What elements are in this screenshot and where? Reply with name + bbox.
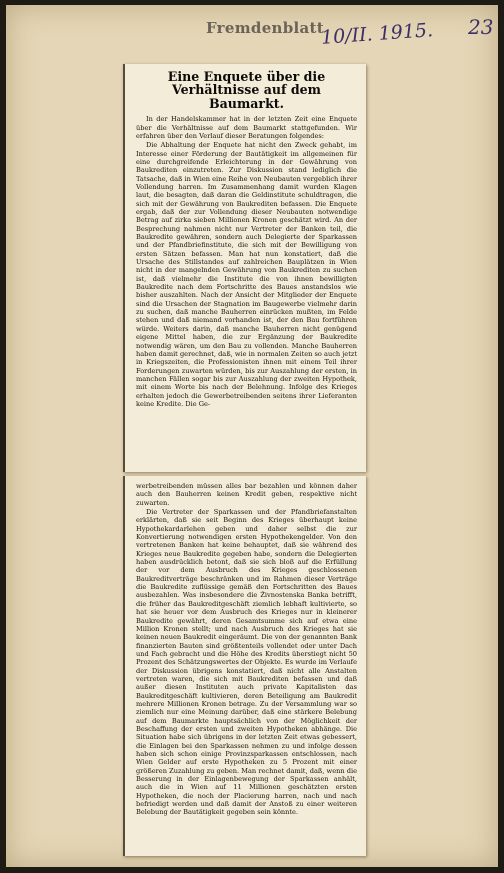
- article-paragraph: werbetreibenden müssen alles bar bezahlen und können daher auch den Bauherren keinen Kredit geben, respektive nicht zuwarten.: [136, 482, 357, 507]
- newspaper-name: Fremdenblatt: [206, 19, 325, 37]
- handwritten-page-number: 23: [468, 15, 494, 39]
- article-paragraph: In der Handelskammer hat in der letzten Zeit eine Enquete über die Verhältnisse auf dem Baumarkt stattgefunden. Wir erfahren über den Verlauf dieser Beratungen folgendes:: [136, 115, 357, 140]
- article-title: Eine Enquete über die Verhältnisse auf dem Baumarkt.: [167, 69, 326, 111]
- article-paragraph: Die Vertreter der Sparkassen und der Pfandbriefanstalten erklärten, daß sie seit Beginn des Krieges überhaupt keine Hypothekardarlehen geben und daher selbst die zur Konvertierung notwendigen ersten Hypothekengelder. Von den vertretenen Banken hat keine behauptet, daß sie während des Krieges neue Baukredite gegeben habe, sondern die Delegierten haben ausdrücklich betont, daß sie sich bloß auf die Erfüllung der vor dem Ausbruch des Krieges geschlossenen Baukreditverträge beschränken und im Rahmen dieser Verträge die Baukredite zuflüssige gemäß den Fortschritten des Baues ausbezahlen. Was insbesondere die Živnostenska Banka betrifft, die früher das Baukreditgeschäft ziemlich lebhaft kultivierte, so hat sie heuer vor dem Ausbruch des Krieges nur in kleinerer Baukredite gewährt, deren Gesamtsumme sich auf etwa eine Million Kronen stellt; und nach Ausbruch des Krieges hat sie keinen neuen Baukredit eingeräumt. Die von der genannten Bank finanzierten Bauten sind größtenteils vollendet oder unter Dach und Fach gebracht und die Höhe des Kredits überstiegt nicht 50 Prozent des Schätzungswertes der Objekte. Es wurde im Verlaufe der Diskussion übrigens konstatiert, daß nicht alle Anstalten vertreten waren, die sich mit Baukrediten befassen und daß außer diesen Instituten auch private Kapitalisten das Baukreditgeschäft kultivieren, deren Beteiligung am Baukredit mehrere Millionen Kronen betrage. Zu der Versammlung war so ziemlich nur eine Meinung darüber, daß eine stärkere Belebung auf dem Baumarkte hauptsächlich von der Möglichkeit der Beschaffung der ersten und zweiten Hypotheken abhänge. Die Situation habe sich übrigens in der letzten Zeit etwas gebessert, die Einlagen bei den Sparkassen nehmen zu und infolge dessen haben sich schon einige Provinzsparkassen entschlossen, nach Wien Gelder auf erste Hypotheken zu 5 Prozent mit einer größeren Zuzahlung zu geben. Man rechnet damit, daß, wenn die Besserung in der Einlagenbewegung der Sparkassen anhält, auch die in Wien auf 11 Millionen geschätzten ersten Hypotheken, die noch der Placierung harren, nach und nach befriedigt werden und daß damit der Anstoß zu einer weiteren Belebung der Bautätigkeit gegeben sein könnte.: [136, 508, 357, 817]
- clipping-part-2: [123, 476, 366, 856]
- article-paragraph: Die Abhaltung der Enquete hat nicht den Zweck gehabt, im Interesse einer Förderung der Bautätigkeit im allgemeinen für eine durchgreifende Erleichterung in der Gewährung von Baukrediten einzutreten. Zur Diskussion stand lediglich die Tatsache, daß in Wien eine Reihe von Neubauten vergeblich ihrer Vollendung harren. Im Zusammenhang damit wurden Klagen laut, die besagten, daß daran die Geldinstitute schuldtragen, die sich mit der Gewährung von Baukrediten befassen. Die Enquete ergab, daß der zur Vollendung dieser Neubauten notwendige Betrag auf zirka sieben Millionen Kronen geschätzt wird. An der Besprechung nahmen nicht nur Vertreter der Banken teil, die Baukredite gewähren, sondern auch Delegierte der Sparkassen und der Pfandbriefinstitute, die sich mit der Bewilligung von ersten Sätzen befassen. Man hat nun konstatiert, daß die Ursache des Stillstandes auf zahlreichen Bauplätzen in Wien nicht in der mangelnden Gewährung von Baukrediten zu suchen ist, daß vielmehr die Institute die von ihnen bewilligten Baukredite nach dem Fortschritte des Baues anstandslos wie bisher auszahlten. Nach der Ansicht der Mitglieder der Enquete sind die Ursachen der Stagnation im Baugewerbe vielmehr darin zu suchen, daß manche Bauherren einrücken mußten, im Felde stehen und daß niemand vorhanden ist, der den Bau fortführen würde. Weiters darin, daß manche Bauherren nicht genügend eigene Mittel haben, die zur Ergänzung der Baukredite notwendig wären, um den Bau zu vollenden. Manche Bauherren haben damit gerechnet, daß, wie in normalen Zeiten so auch jetzt in Kriegszeiten, die Professionisten ihnen mit einem Teil ihrer Forderungen zuwarten würden, bis zur Auszahlung der ersten, in manchen Fällen sogar bis zur Auszahlung der zweiten Hypothek, mit einem Worte bis nach der Belehnung. Infolge des Krieges erhalten jedoch die Gewerbetreibenden seitens ihrer Lieferanten keine Kredite. Die Ge-: [136, 141, 357, 408]
- handwritten-date: 10/II. 1915.: [320, 19, 434, 49]
- clipping-part-1: [123, 64, 366, 472]
